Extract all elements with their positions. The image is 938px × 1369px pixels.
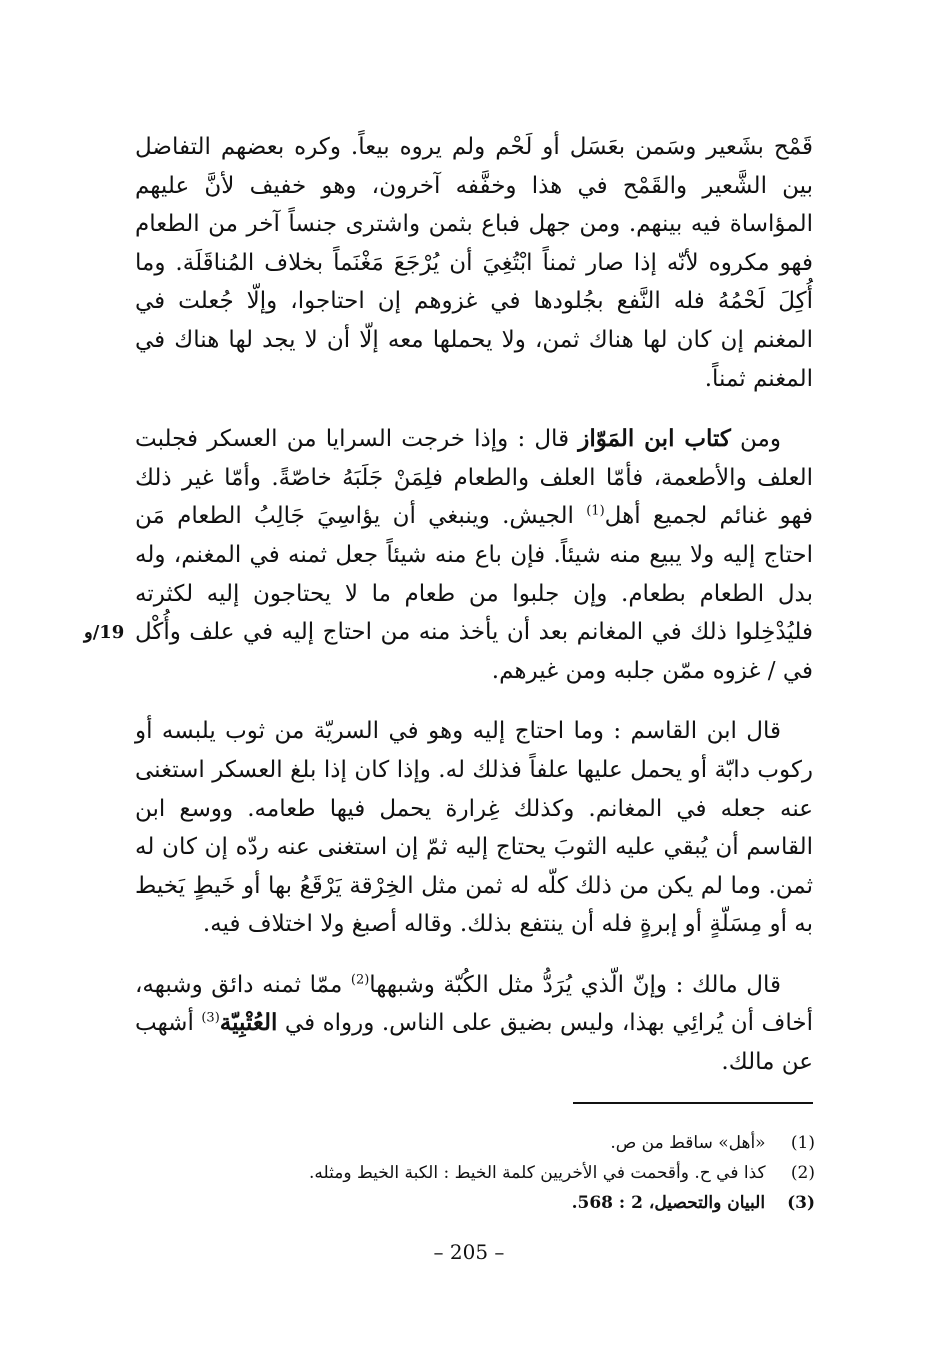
footnote-2-number: (2) <box>790 1163 815 1183</box>
paragraph-2-lead: ومن <box>730 426 781 453</box>
footnote-3-text: البيان والتحصيل، 2 : 568. <box>571 1193 766 1213</box>
footnote-3-number: (3) <box>787 1193 815 1213</box>
footnote-ref-2: (2) <box>350 972 370 988</box>
footnote-ref-1: (1) <box>586 503 605 519</box>
footnote-2-text: كذا في ح. وأقحمت في الأخريين كلمة الخيط : الكبة الخيط ومثله. <box>308 1163 766 1183</box>
page-number: – 205 – <box>433 1240 505 1264</box>
footnote-3 <box>300 1188 815 1218</box>
paragraph-3 <box>135 712 813 944</box>
paragraph-4-text-end: أشهب عن مالك. <box>135 1010 813 1076</box>
paragraph-4-book-title: العُتْبِيّة <box>219 1009 278 1037</box>
paragraph-2 <box>135 420 813 690</box>
paragraph-1-text: قَمْح بشَعير وسَمن بعَسَل أو لَحْم ولم يروه بيعاً. وكره بعضهم التفاضل بين الشَّعير والقَمْح في هذا وخفَّفه آخرون، وهو خفيف لأنَّ عليهم المؤاساة فيه بينهم. ومن جهل فباع بثمن واشترى جنساً آخر من الطعام فهو مكروه لأنّه إذا صار ثمناً ابْتُغِيَ أن يُرْجَعَ مَغْنَماً بخلاف المُناقَلَة. وما أُكِلَ لَحْمُهُ فله النَّفع بجُلودها في غزوهم إن احتاجوا، وإلّا جُعلت في المغنم إن كان لها هناك ثمن، ولا يحملها معه إلّا أن لا يجد لها هناك في المغنم ثمناً. <box>135 134 813 392</box>
footnote-2 <box>300 1158 815 1188</box>
main-text <box>135 128 813 1104</box>
footnote-1-text: «أهل» ساقط من ص. <box>610 1133 766 1153</box>
footnote-separator <box>573 1102 813 1104</box>
paragraph-1 <box>135 128 813 398</box>
footnote-1-number: (1) <box>790 1133 815 1153</box>
paragraph-4 <box>135 966 813 1082</box>
paragraph-2-text-cont: الجيش. وينبغي أن يؤاسِيَ جَالِبُ الطعام مَن احتاج إليه ولا يبيع منه شيئاً. فإن باع منه شيئاً جعل ثمنه في المغنم، وله بدل الطعام بطعام. وإن جلبوا من طعام ما لا يحتاجون إليه لكثرته فليُدْخِلوا ذلك في المغانم بعد أن يأخذ منه من احتاج إليه في علف وأُكْل في / غزوه ممّن جلبه ومن غيرهم. <box>135 503 813 684</box>
paragraph-2-text: قال : وإذا خرجت السرايا من العسكر فجلبت العلف والأطعمة، فأمّا العلف والطعام فلِمَنْ جَلَبَهُ خاصّةً. وأمّا غير ذلك فهو غنائم لجميع أهل <box>135 426 813 530</box>
footnote-ref-3: (3) <box>201 1010 220 1026</box>
paragraph-2-book-title: كتاب ابن المَوّاز <box>578 425 731 453</box>
paragraph-4-text: قال مالك : وإنّ الّذي يُرَدُّ مثل الكُبّة وشبهها <box>369 971 781 998</box>
footnote-1 <box>300 1128 815 1158</box>
footnotes <box>300 1128 815 1218</box>
folio-margin-note: 19/و <box>84 622 125 643</box>
paragraph-3-text: قال ابن القاسم : وما احتاج إليه وهو في السريّة من ثوب يلبسه أو ركوب دابّة أو يحمل عليها علفاً فذلك له. وإذا كان إذا بلغ العسكر استغنى عنه جعله في المغانم. وكذلك غِرارة يحمل فيها طعامه. ووسع ابن القاسم أن يُبقي عليه الثوبَ يحتاج إليه ثمّ إن استغنى عنه ردّه إن كان له ثمن. وما لم يكن من ذلك كلّه له ثمن مثل الخِرْقة يَرْقَعُ بها أو خَيطٍ يَخيط به أو مِسَلّةٍ أو إبرةٍ فله أن ينتفع بذلك. وقاله أصبغ ولا اختلاف فيه. <box>135 718 813 938</box>
paragraph-4-text-cont: ممّا ثمنه دائق وشبهه، أخاف أن يُرائِي بهذا، وليس بضيق على الناس. ورواه في <box>135 971 813 1037</box>
